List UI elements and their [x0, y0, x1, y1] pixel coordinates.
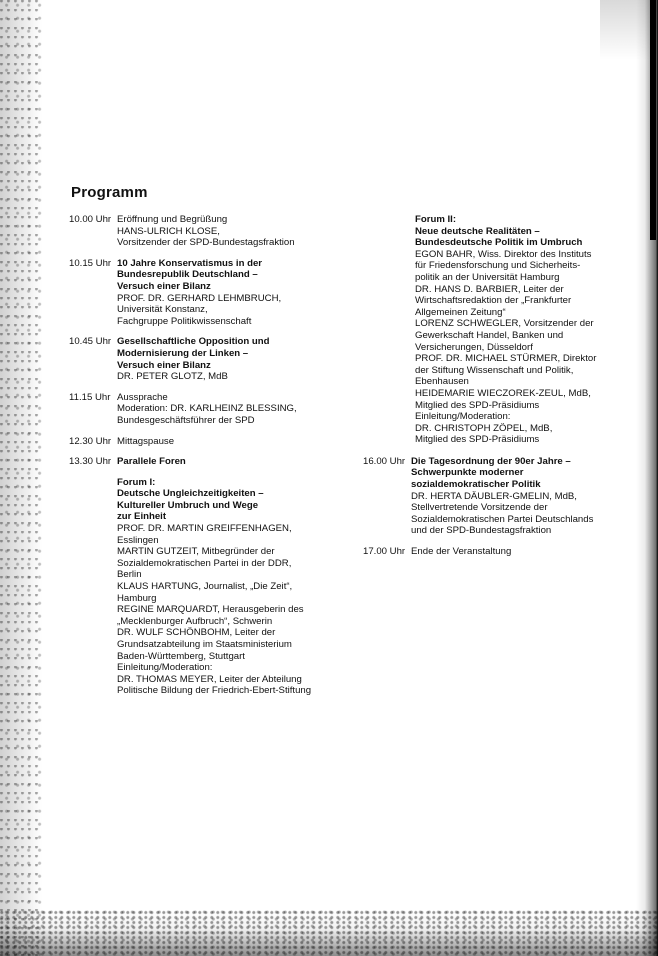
- session-title-line: Modernisierung der Linken –: [117, 347, 249, 359]
- text-line: PROF. DR. MARTIN GREIFFENHAGEN,: [117, 523, 292, 535]
- text-line: und der SPD-Bundestagsfraktion: [411, 525, 552, 537]
- session-title-line: Kultureller Umbruch und Wege: [117, 499, 259, 511]
- session-title-line: sozialdemokratischer Politik: [411, 479, 541, 491]
- text-line: Versicherungen, Düsseldorf: [415, 341, 533, 353]
- text-line: REGINE MARQUARDT, Herausgeberin des: [117, 604, 304, 616]
- entry-body: [117, 436, 339, 448]
- schedule-entry: [69, 436, 339, 448]
- text-line: Ende der Veranstaltung: [411, 546, 512, 558]
- schedule-entry: [363, 456, 621, 537]
- text-line: Politische Bildung der Friedrich-Ebert-Stiftung: [117, 685, 312, 697]
- entry-time: 17.00 Uhr: [363, 546, 406, 558]
- scan-edge-left: [0, 0, 42, 956]
- text-line: PROF. DR. MICHAEL STÜRMER, Direktor: [415, 353, 597, 365]
- text-line: HEIDEMARIE WIECZOREK-ZEUL, MdB,: [415, 387, 591, 399]
- schedule-entry: [69, 456, 339, 468]
- right-schedule: [363, 456, 621, 558]
- entry-body: [117, 214, 339, 249]
- entry-time: 10.00 Uhr: [69, 214, 112, 225]
- session-title-line: Versuch einer Bilanz: [117, 359, 211, 371]
- session-title-line: Versuch einer Bilanz: [117, 280, 211, 292]
- text-line: DR. HANS D. BARBIER, Leiter der: [415, 283, 564, 295]
- entry-time: 10.15 Uhr: [69, 257, 112, 269]
- text-line: für Friedensforschung und Sicherheits-: [415, 260, 581, 272]
- entry-body: [411, 546, 621, 558]
- text-line: Sozialdemokratischen Partei in der DDR,: [117, 557, 292, 569]
- forum-1: [117, 477, 339, 697]
- text-line: Einleitung/Moderation:: [117, 662, 213, 674]
- entry-time: 12.30 Uhr: [69, 435, 112, 447]
- session-title-line: Bundesrepublik Deutschland –: [117, 269, 258, 281]
- session-title-line: Gesellschaftliche Opposition und: [117, 336, 270, 348]
- program-left-column: [69, 214, 339, 707]
- text-line: DR. HERTA DÄUBLER-GMELIN, MdB,: [411, 490, 577, 502]
- entry-time: 10.45 Uhr: [69, 336, 112, 348]
- session-title-line: Neue deutsche Realitäten –: [415, 225, 540, 237]
- text-line: Fachgruppe Politikwissenschaft: [117, 315, 252, 327]
- text-line: MARTIN GUTZEIT, Mitbegründer der: [117, 546, 275, 558]
- text-line: Bundesgeschäftsführer der SPD: [117, 414, 255, 426]
- program-right-column: [363, 214, 621, 567]
- session-title-line: Die Tagesordnung der 90er Jahre –: [411, 455, 571, 467]
- text-line: Mitglied des SPD-Präsidiums: [415, 399, 540, 411]
- text-line: DR. WULF SCHÖNBOHM, Leiter der: [117, 627, 276, 639]
- text-line: Mitglied des SPD-Präsidiums: [415, 434, 540, 446]
- text-line: „Mecklenburger Aufbruch“, Schwerin: [117, 615, 273, 627]
- text-line: Moderation: DR. KARLHEINZ BLESSING,: [117, 403, 297, 415]
- text-line: der Stiftung Wissenschaft und Politik,: [415, 364, 574, 376]
- text-line: HANS-ULRICH KLOSE,: [117, 225, 220, 237]
- left-schedule: [69, 214, 339, 468]
- text-line: Berlin: [117, 569, 142, 581]
- forum-1-lines: [117, 488, 339, 697]
- schedule-entry: [69, 336, 339, 382]
- session-title-line: Bundesdeutsche Politik im Umbruch: [415, 237, 583, 249]
- entry-body: [411, 456, 621, 537]
- text-line: Wirtschaftsredaktion der „Frankfurter: [415, 295, 572, 307]
- session-title-line: zur Einheit: [117, 511, 167, 523]
- scan-edge-right-bar: [650, 0, 656, 240]
- forum-2-heading: Forum II:: [415, 214, 457, 225]
- text-line: KLAUS HARTUNG, Journalist, „Die Zeit“,: [117, 581, 293, 593]
- text-line: Mittagspause: [117, 435, 175, 447]
- text-line: Sozialdemokratischen Partei Deutschlands: [411, 513, 594, 525]
- entry-body: [117, 258, 339, 328]
- text-line: Aussprache: [117, 391, 168, 403]
- text-line: DR. PETER GLOTZ, MdB: [117, 371, 228, 383]
- session-title-line: Parallele Foren: [117, 456, 186, 468]
- text-line: politik an der Universität Hamburg: [415, 271, 560, 283]
- schedule-entry: [69, 258, 339, 328]
- text-line: LORENZ SCHWEGLER, Vorsitzender der: [415, 318, 594, 330]
- forum-2-lines: [415, 226, 621, 446]
- entry-time: 11.15 Uhr: [69, 391, 111, 403]
- text-line: Eröffnung und Begrüßung: [117, 214, 228, 225]
- entry-time: 13.30 Uhr: [69, 456, 112, 468]
- entry-body: [117, 456, 339, 468]
- forum-1-heading: Forum I:: [117, 476, 156, 488]
- forum-2: [415, 214, 621, 446]
- session-title-line: 10 Jahre Konservatismus in der: [117, 257, 263, 269]
- text-line: Allgemeinen Zeitung“: [415, 306, 506, 318]
- text-line: Esslingen: [117, 534, 159, 546]
- scan-edge-bottom: [0, 910, 658, 956]
- entry-time: 16.00 Uhr: [363, 455, 406, 467]
- text-line: DR. THOMAS MEYER, Leiter der Abteilung: [117, 673, 302, 685]
- text-line: EGON BAHR, Wiss. Direktor des Instituts: [415, 248, 592, 260]
- text-line: Vorsitzender der SPD-Bundestagsfraktion: [117, 237, 295, 249]
- schedule-entry: [363, 546, 621, 558]
- schedule-entry: [69, 392, 339, 427]
- text-line: DR. CHRISTOPH ZÖPEL, MdB,: [415, 422, 553, 434]
- text-line: Stellvertretende Vorsitzende der: [411, 502, 548, 514]
- text-line: Hamburg: [117, 592, 157, 604]
- text-line: PROF. DR. GERHARD LEHMBRUCH,: [117, 292, 282, 304]
- session-title-line: Schwerpunkte moderner: [411, 467, 524, 479]
- page-title: Programm: [71, 184, 148, 201]
- entry-body: [117, 336, 339, 382]
- session-title-line: Deutsche Ungleichzeitigkeiten –: [117, 488, 264, 500]
- entry-body: [117, 392, 339, 427]
- text-line: Ebenhausen: [415, 376, 469, 388]
- text-line: Universität Konstanz,: [117, 304, 208, 316]
- schedule-entry: [69, 214, 339, 249]
- text-line: Einleitung/Moderation:: [415, 411, 511, 423]
- text-line: Baden-Württemberg, Stuttgart: [117, 650, 245, 662]
- text-line: Gewerkschaft Handel, Banken und: [415, 329, 564, 341]
- text-line: Grundsatzabteilung im Staatsministerium: [117, 639, 292, 650]
